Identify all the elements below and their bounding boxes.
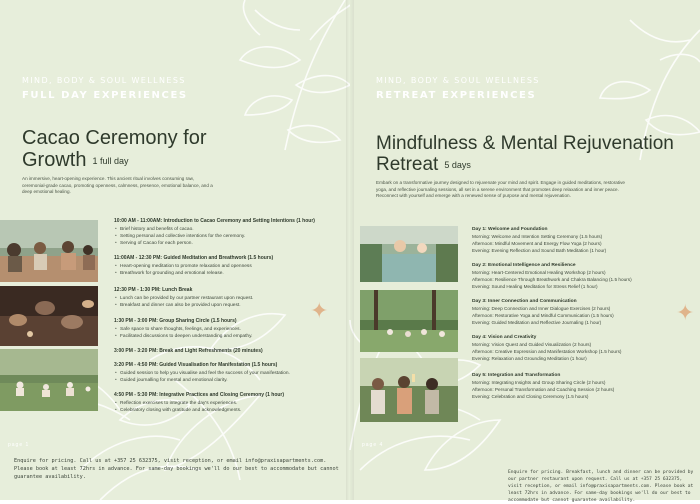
day-session: Morning: Deep Connection and Inner Dialogue Exercises (2 hours) — [472, 306, 611, 312]
day-item — [472, 262, 694, 291]
schedule-time: 12:30 PM - 1:30 PM: Lunch Break — [114, 287, 193, 293]
page-number: page 1 — [8, 442, 30, 448]
day-session: Morning: Integrating Insights and Group Sharing Circle (2 hours) — [472, 380, 606, 386]
schedule-bullet: • Guided session to help you visualise and feel the success of your manifestation. — [114, 370, 344, 377]
photo-forest-group — [360, 290, 458, 352]
schedule-bullet: • Setting personal and collective intentions for the ceremony. — [114, 233, 344, 240]
schedule-time: 4:50 PM - 5:30 PM: Integrative Practices and Closing Ceremony (1 hour) — [114, 392, 285, 398]
schedule-bullet: • Safe space to share thoughts, feelings, and experiences. — [114, 326, 344, 333]
schedule-item — [114, 218, 344, 247]
day-session: Evening: Relaxation and Grounding Meditation (1 hour) — [472, 356, 587, 362]
brand-kicker: MIND, BODY & SOUL WELLNESS — [376, 76, 540, 85]
title-text: Cacao Ceremony for Growth — [22, 127, 207, 171]
page-right — [310, 0, 700, 503]
day-title: Day 2: Emotional Intelligence and Resilience — [472, 263, 576, 268]
schedule-bullet: • Guided journalling for mental and emotional clarity. — [114, 377, 344, 384]
section-subhead: FULL DAY EXPERIENCES — [22, 90, 188, 101]
duration-label: 1 full day — [92, 155, 129, 166]
day-session: Evening: Evening Reflection and Sound Bath Meditation (1 hour) — [472, 248, 607, 254]
schedule-item — [114, 362, 344, 384]
day-item — [472, 226, 694, 255]
footer-enquiry: Enquire for pricing. Call us at +357 25 632375, visit reception, or email info@praxisapartments.com. Please book at least 72hrs in advance. For same-day bookings we'll do our best to accommodate but cannot guarantee availability. — [14, 458, 339, 480]
schedule-item — [114, 255, 344, 277]
day-item — [472, 298, 694, 327]
schedule-time: 11:00AM - 12:30 PM: Guided Meditation and Breathwork (1.5 hours) — [114, 255, 274, 261]
day-session: Morning: Welcome and Intention Setting Ceremony (1.5 hours) — [472, 234, 603, 240]
schedule-item — [114, 348, 344, 356]
schedule-bullet: • Breathwork for grounding and emotional release. — [114, 270, 344, 277]
schedule-bullet: • Facilitated discussions to deepen understanding and empathy. — [114, 333, 344, 340]
sparkle-icon: ✦ — [310, 298, 329, 323]
day-session: Evening: Guided Meditation and Reflective Journaling (1 hour) — [472, 320, 602, 326]
day-session: Afternoon: Personal Transformation and Coaching Session (2 hours) — [472, 387, 615, 393]
section-subhead: RETREAT EXPERIENCES — [376, 90, 537, 101]
schedule-bullet: • Brief history and benefits of cacao. — [114, 226, 344, 233]
schedule-bullet: • Lunch can be provided by our partner restaurant upon request. — [114, 295, 344, 302]
duration-label: 5 days — [444, 159, 471, 170]
photo-pool-retreat — [360, 226, 458, 282]
schedule-time: 10:00 AM - 11:00AM: Introduction to Cacao Ceremony and Setting Intentions (1 hour) — [114, 218, 315, 224]
page-title — [376, 134, 686, 175]
day-session: Morning: Heart-Centered Emotional Healing Workshop (2 hours) — [472, 270, 606, 276]
day-session: Afternoon: Mindful Movement and Energy Flow Yoga (2 hours) — [472, 241, 602, 247]
day-session: Afternoon: Creative Expression and Manifestation Workshop (1.5 hours) — [472, 349, 622, 355]
day-session: Morning: Vision Quest and Guided Visualization (2 hours) — [472, 342, 592, 348]
day-title: Day 3: Inner Connection and Communication — [472, 299, 577, 304]
day-item — [472, 372, 694, 401]
intro-paragraph: An immersive, heart-opening experience. This ancient ritual involves consuming raw, ceremonial-grade cacao, promoting openness, calmness, presence, emotional balance, and a deep emotional healing. — [22, 176, 213, 195]
schedule-bullet: • Reflection exercises to integrate the day's experiences. — [114, 400, 344, 407]
day-title: Day 1: Welcome and Foundation — [472, 227, 548, 232]
day-session: Evening: Sound Healing Meditation for Stress Relief (1 hour) — [472, 284, 598, 290]
schedule-bullet: • Celebratory closing with gratitude and acknowledgments. — [114, 407, 344, 414]
day-session: Afternoon: Restorative Yoga and Mindful Communication (1.5 hours) — [472, 313, 614, 319]
footer-enquiry: Enquire for pricing. Breakfast, lunch and dinner can be provided by our partner restaurant upon request. Call us at +357 25 632375, visit reception, or email info@praxisapartments.com. Please book at least 72hrs in advance. For same-day bookings we'll do our best to accommodate but cannot guarantee availability. — [508, 470, 694, 503]
day-session: Evening: Celebration and Closing Ceremony (1.5 hours) — [472, 394, 589, 400]
schedule-bullet: • Heart-opening meditation to promote relaxation and openness — [114, 263, 344, 270]
book-gutter — [346, 0, 354, 500]
schedule-time: 3:20 PM - 4:50 PM: Guided Visualisation for Manifestation (1.5 hours) — [114, 362, 278, 368]
day-title: Day 4: Vision and Creativity — [472, 335, 537, 340]
page-title — [22, 128, 222, 171]
schedule-bullet: • Serving of Cacao for each person. — [114, 240, 344, 247]
schedule-item — [114, 392, 344, 414]
page-left — [0, 0, 350, 500]
title-text: Mindfulness & Mental Rejuvenation Retreat — [376, 133, 674, 175]
photo-outdoor-meditation — [0, 349, 98, 411]
brand-kicker: MIND, BODY & SOUL WELLNESS — [22, 76, 186, 85]
intro-paragraph: Embark on a transformative journey designed to rejuvenate your mind and spirit. Engage in guided meditations, restorative yoga, and reflective journaling sessions, all set in a serene environment that promotes deep relaxation and inner peace. Reconnect with yourself and emerge with a renewed sense of purpose and mental rejuvenation. — [376, 180, 625, 199]
photo-cacao-cups — [0, 286, 98, 346]
schedule-bullet: • Breakfast and dinner can also be provided upon request. — [114, 302, 344, 309]
page-number: page 4 — [362, 442, 384, 448]
schedule-time: 3:00 PM - 3:20 PM: Break and Light Refreshments (20 minutes) — [114, 348, 263, 354]
day-title: Day 5: Integration and Transformation — [472, 373, 561, 378]
day-session: Afternoon: Resilience Through Breathwork and Chakra Balancing (1.5 hours) — [472, 277, 632, 283]
photo-group-cacao — [0, 220, 98, 282]
sparkle-icon: ✦ — [676, 300, 695, 325]
schedule-time: 1:30 PM - 3:00 PM: Group Sharing Circle (1.5 hours) — [114, 318, 237, 324]
photo-friends-toast — [360, 358, 458, 422]
day-item — [472, 334, 694, 363]
